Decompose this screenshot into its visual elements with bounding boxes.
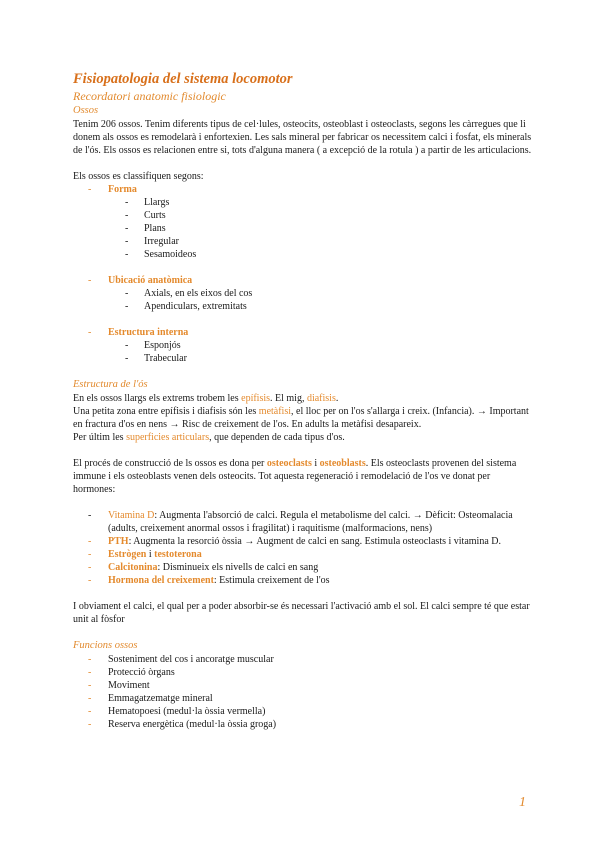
hormone-name: PTH (108, 536, 129, 547)
term-osteoclasts: osteoclasts (266, 458, 312, 469)
intro-paragraph: Tenim 206 ossos. Tenim diferents tipus de cel·lules, osteocits, osteoblast i osteoclasts, segons les càrregues que li donem als ossos es remodelarà i enfortexien. Les sals mineral per fabricar os necessitem calci i fosfat, els minerals de l'ós. Els ossos es relacionen entre si, tots d'alguna manera ( a excepció de la rotula ) a partir de les articulacions. (73, 119, 532, 156)
term-superficies: superficies articulars (126, 432, 210, 443)
page-number: 1 (519, 795, 526, 810)
hormone-item: - Estrògen i testoterona (88, 549, 202, 560)
list-item: - Irregular (125, 236, 179, 247)
classification-label: Forma (108, 184, 137, 195)
structure-line-2: Una petita zona entre epífisis i diafisis són les metàfisi, el lloc per on l'os s'allarga i creix. (Infancia). → Important en fractura d'os en nens → Risc de creixement de l'os. En adults la metàfisi desapareix. (73, 406, 529, 430)
classification-label: Estructura interna (108, 327, 189, 338)
term-metafisi: metàfisi (258, 406, 292, 417)
classification-list (73, 326, 533, 339)
term-diafisis: diafisis (306, 393, 336, 404)
list-item: - Sesamoideos (125, 249, 197, 260)
functions-list (73, 653, 533, 731)
list-item: - Curts (125, 210, 166, 221)
document-title: Fisiopatologia del sistema locomotor (73, 71, 293, 87)
hormone-name: Hormona del creixement (108, 575, 214, 586)
hormone-name: Calcitonina (108, 562, 158, 573)
list-item: - Emmagatzematge mineral (88, 693, 213, 704)
hormone-list (73, 509, 533, 587)
list-item: - Reserva energètica (medul·la òssia groga) (88, 719, 277, 730)
classify-intro: Els ossos es classifiquen segons: (73, 171, 204, 182)
section-heading-funcions: Funcions ossos (73, 640, 138, 651)
list-item: - Hematopoesi (medul·la òssia vermella) (88, 706, 266, 717)
hormone-item: - PTH: Augmenta la resorció òssia → Augment de calci en sang. Estimula osteoclasts i vitamina D. (88, 536, 501, 547)
list-item: - Protecció òrgans (88, 667, 175, 678)
hormone-item: - Hormona del creixement: Estimula creixement de l'os (88, 575, 330, 586)
calci-paragraph: I obviament el calci, el qual per a poder absorbir-se és necessari l'activació amb el sol. El calci sempre té que estar unit al fòsfor (73, 601, 530, 625)
term-epifisis: epífisis (241, 393, 271, 404)
hormone-item: - Vitamina D: Augmenta l'absorció de calci. Regula el metabolisme del calci. → Dèficit: Osteomalacia (adults, creixement anormal ossos i fragilitat) i raquitisme (malformacions, nens) (88, 510, 513, 534)
structure-line-1: En els ossos llargs els extrems trobem les epífisis. El mig, diafisis. (73, 393, 339, 404)
hormone-name: testoterona (154, 549, 202, 560)
classification-label: Ubicació anatòmica (108, 275, 193, 286)
list-item: - Moviment (88, 680, 150, 691)
process-paragraph: El procés de construcció de ls ossos es dona per osteoclasts i osteoblasts. Els osteoclasts provenen del sistema immune i els osteoblasts venen dels osteocits. Tot aquesta regeneració i remodelació de l'os ve donat per hormones: (73, 458, 517, 495)
document-body (73, 70, 533, 731)
list-item: - Esponjós (125, 340, 181, 351)
document-subtitle: Recordatori anatomic fisiologic (73, 89, 226, 103)
list-item: - Axials, en els eixos del cos (125, 288, 253, 299)
section-heading-ossos: Ossos (73, 105, 99, 116)
classification-item: - Forma (88, 184, 137, 195)
subtype-list (73, 287, 533, 313)
classification-list (73, 274, 533, 287)
subtype-list (73, 339, 533, 365)
list-item: - Apendiculars, extremitats (125, 301, 247, 312)
hormone-name: Vitamina D (108, 510, 155, 521)
list-item: - Llargs (125, 197, 170, 208)
list-item: - Trabecular (125, 353, 187, 364)
classification-item: - Ubicació anatòmica (88, 275, 193, 286)
classification-list (73, 183, 533, 196)
list-item: - Plans (125, 223, 166, 234)
subtype-list (73, 196, 533, 261)
section-heading-estructura: Estructura de l'ós (73, 379, 148, 390)
term-osteoblasts: osteoblasts (319, 458, 366, 469)
list-item: - Sosteniment del cos i ancoratge muscular (88, 654, 274, 665)
hormone-name: Estrògen (108, 549, 147, 560)
classification-item: - Estructura interna (88, 327, 189, 338)
structure-line-3: Per últim les superficies articulars, que dependen de cada tipus d'os. (73, 432, 345, 443)
hormone-item: - Calcitonina: Disminueix els nivells de calci en sang (88, 562, 319, 573)
